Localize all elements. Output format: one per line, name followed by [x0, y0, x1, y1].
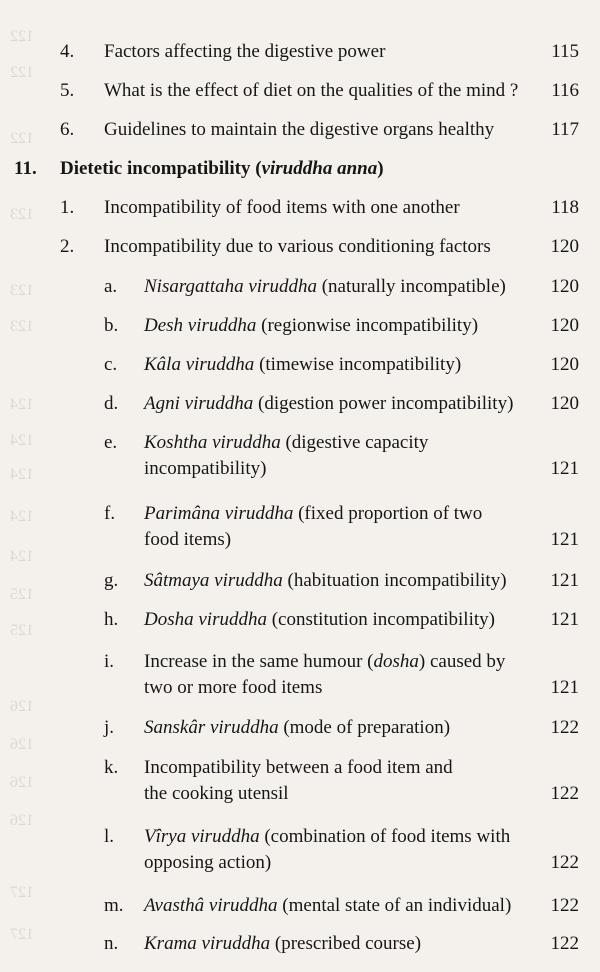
entry-letter: k. — [104, 757, 119, 778]
toc-subentry[interactable] — [0, 650, 600, 702]
entry-title: Guidelines to maintain the digestive organs healthy — [104, 119, 495, 140]
entry-title: Incompatibility of food items with one another — [104, 197, 460, 218]
entry-title: What is the effect of diet on the qualities of the mind ? — [104, 80, 519, 101]
entry-title: Parimâna viruddha (fixed proportion of two — [144, 503, 483, 524]
entry-title: Koshtha viruddha (digestive capacity — [144, 432, 429, 453]
entry-page: 120 — [550, 315, 579, 336]
entry-letter: b. — [104, 315, 119, 336]
entry-page: 121 — [550, 458, 579, 479]
entry-page: 120 — [550, 393, 579, 414]
entry-letter: e. — [104, 432, 118, 453]
entry-page: 120 — [550, 354, 579, 375]
entry-title: Krama viruddha (prescribed course) — [144, 933, 422, 954]
entry-page: 116 — [551, 80, 579, 101]
entry-letter: a. — [104, 276, 118, 297]
chapter-number: 11. — [14, 158, 37, 179]
entry-letter: f. — [104, 503, 116, 524]
entry-letter: d. — [104, 393, 119, 414]
entry-page: 121 — [550, 677, 579, 698]
entry-number: 1. — [60, 197, 75, 218]
entry-letter: j. — [104, 717, 115, 738]
entry-title: Dosha viruddha (constitution incompatibility) — [144, 609, 495, 630]
entry-page: 121 — [550, 570, 579, 591]
entry-title: Kâla viruddha (timewise incompatibility) — [144, 354, 462, 375]
entry-page: 122 — [550, 783, 579, 804]
entry-letter: n. — [104, 933, 119, 954]
entry-title-line2: incompatibility) — [144, 458, 267, 479]
entry-number: 4. — [60, 41, 75, 62]
entry-title: Incompatibility due to various conditioning factors — [104, 236, 491, 257]
entry-number: 6. — [60, 119, 75, 140]
entry-page: 121 — [550, 529, 579, 550]
entry-page: 122 — [550, 717, 579, 738]
bleed-through: 122 122 122 123 123 123 124 124 124 124 124 125 125 126 126 126 126 127 127 — [10, 28, 34, 943]
entry-title-line2: opposing action) — [144, 852, 272, 873]
entry-letter: g. — [104, 570, 119, 591]
entry-title: Factors affecting the digestive power — [104, 41, 386, 62]
entry-page: 118 — [551, 197, 579, 218]
entry-title-line2: food items) — [144, 529, 232, 550]
entry-letter: c. — [104, 354, 118, 375]
entry-title: Incompatibility between a food item and — [144, 757, 453, 778]
entry-page: 115 — [551, 41, 579, 62]
entry-title: Nisargattaha viruddha (naturally incompatible) — [144, 276, 506, 297]
entry-title: Increase in the same humour (dosha) caused by — [144, 651, 506, 672]
entry-page: 122 — [550, 895, 579, 916]
entry-title: Avasthâ viruddha (mental state of an individual) — [144, 895, 512, 916]
entry-letter: h. — [104, 609, 119, 630]
entry-page: 117 — [551, 119, 579, 140]
entry-title-line2: two or more food items — [144, 677, 323, 698]
entry-title: Sanskâr viruddha (mode of preparation) — [144, 717, 451, 738]
entry-letter: l. — [104, 826, 115, 847]
entry-page: 120 — [550, 236, 579, 257]
entry-title-line2: the cooking utensil — [144, 783, 289, 804]
toc-subentry[interactable] — [0, 431, 600, 483]
toc-subentry[interactable] — [0, 756, 600, 808]
entry-title: Vîrya viruddha (combination of food items with — [144, 826, 511, 847]
toc-subentry[interactable] — [0, 825, 600, 877]
chapter-title: Dietetic incompatibility (viruddha anna) — [60, 158, 384, 179]
entry-page: 122 — [550, 933, 579, 954]
entry-title: Agni viruddha (digestion power incompatibility) — [144, 393, 514, 414]
entry-page: 121 — [550, 609, 579, 630]
entry-page: 120 — [550, 276, 579, 297]
entry-title: Sâtmaya viruddha (habituation incompatibility) — [144, 570, 507, 591]
entry-page: 122 — [550, 852, 579, 873]
entry-letter: m. — [104, 895, 124, 916]
entry-letter: i. — [104, 651, 115, 672]
entry-title: Desh viruddha (regionwise incompatibility) — [144, 315, 479, 336]
toc-subentry[interactable] — [0, 502, 600, 554]
entry-number: 2. — [60, 236, 75, 257]
entry-number: 5. — [60, 80, 75, 101]
